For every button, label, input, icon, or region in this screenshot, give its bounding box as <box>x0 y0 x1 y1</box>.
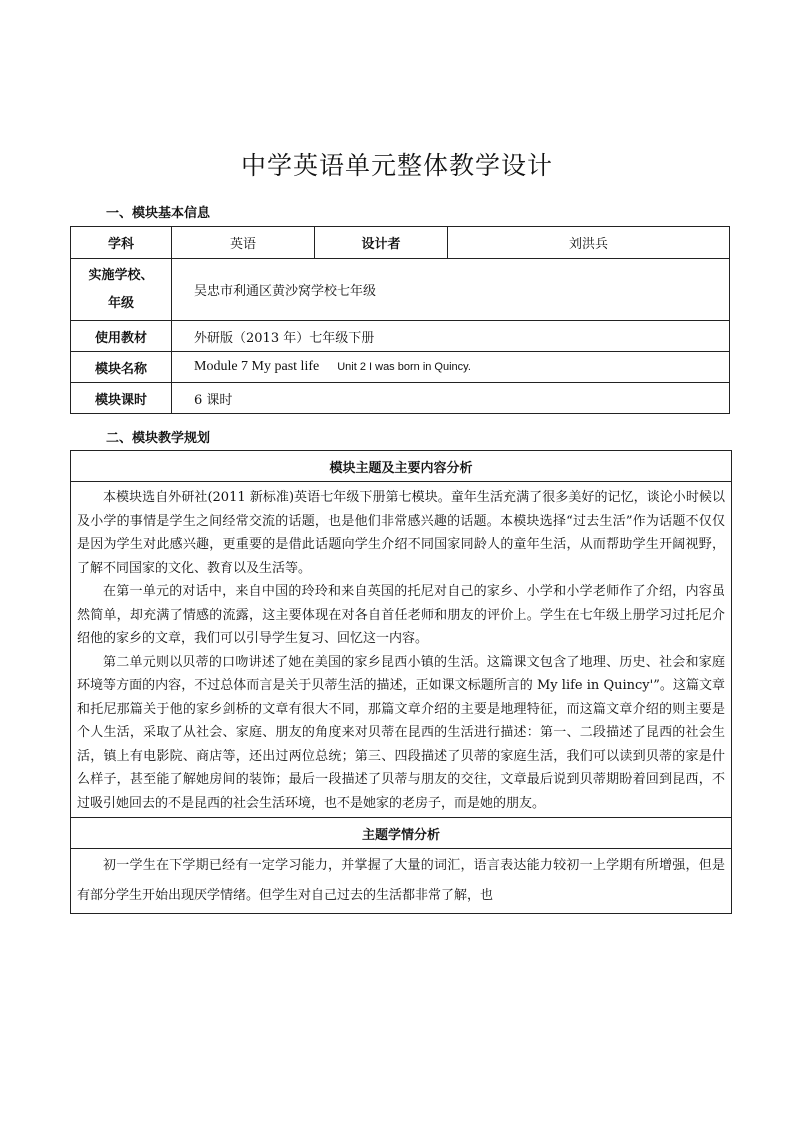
content-analysis-body <box>71 482 732 818</box>
school-label-line2: 年级 <box>107 295 134 311</box>
module-label: 模块名称 <box>71 352 172 383</box>
basic-info-table <box>70 226 730 414</box>
designer-value: 刘洪兵 <box>448 227 730 259</box>
section-heading-basic-info: 一、模块基本信息 <box>106 206 211 221</box>
subject-value: 英语 <box>172 227 315 259</box>
school-label <box>71 259 172 321</box>
designer-label: 设计者 <box>315 227 448 259</box>
school-value: 吴忠市利通区黄沙窝学校七年级 <box>172 259 730 321</box>
learner-analysis-body <box>71 849 732 914</box>
module-unit: Unit 2 I was born in Quincy. <box>337 361 471 373</box>
subject-label: 学科 <box>71 227 172 259</box>
module-name: Module 7 My past life <box>194 359 320 374</box>
teaching-plan-table <box>70 450 732 914</box>
paragraph-1: 本模块选自外研社(2011 新标准)英语七年级下册第七模块。童年生活充满了很多美好的记忆，谈论小时候以及小学的事情是学生之间经常交流的话题，也是他们非常感兴趣的话题。本模块选择“过去生活”作为话题不仅仅是因为学生对此感兴趣，更重要的是借此话题向学生介绍不同国家同龄人的童年生活，从而帮助学生开阔视野，了解不同国家的文化、教育以及生活等。 <box>77 490 725 576</box>
hours-value: 6 课时 <box>172 383 730 414</box>
module-value-cell <box>172 352 730 383</box>
document-title: 中学英语单元整体教学设计 <box>240 151 553 180</box>
school-label-line1: 实施学校、 <box>88 267 154 283</box>
learner-analysis-heading: 主题学情分析 <box>71 818 732 849</box>
textbook-label: 使用教材 <box>71 321 172 352</box>
content-analysis-heading: 模块主题及主要内容分析 <box>71 451 732 482</box>
paragraph-3: 第二单元则以贝蒂的口吻讲述了她在美国的家乡昆西小镇的生活。这篇课文包含了地理、历史、社会和家庭环境等方面的内容，不过总体而言是关于贝蒂生活的描述，正如课文标题所言的 My life in Quincy'”。这篇文章和托尼那篇关于他的家乡剑桥的文章有很大不同，那篇文章介绍的主要是地理特征，而这篇文章介绍的则主要是个人生活，采取了从社会、家庭、朋友的角度来对贝蒂在昆西的生活进行描述：第一、二段描述了昆西的社会生活，镇上有电影院、商店等，还出过两位总统；第三、四段描述了贝蒂的家庭生活，我们可以读到贝蒂的家是什么样子，甚至能了解她房间的装饰；最后一段描述了贝蒂与朋友的交往，文章最后说到贝蒂期盼着回到昆西，不过吸引她回去的不是昆西的社会生活环境，也不是她家的老房子，而是她的朋友。 <box>77 654 725 811</box>
analysis-paragraph: 初一学生在下学期已经有一定学习能力，并掌握了大量的词汇，语言表达能力较初一上学期有所增强，但是有部分学生开始出现厌学情绪。但学生对自己过去的生活都非常了解，也 <box>77 858 725 903</box>
paragraph-2: 在第一单元的对话中，来自中国的玲玲和来自英国的托尼对自己的家乡、小学和小学老师作了介绍，内容虽然简单，却充满了情感的流露，这主要体现在对各自首任老师和朋友的评价上。学生在七年级上册学习过托尼介绍他的家乡的文章，我们可以引导学生复习、回忆这一内容。 <box>77 584 725 646</box>
section-heading-teaching-plan: 二、模块教学规划 <box>106 431 211 446</box>
hours-label: 模块课时 <box>71 383 172 414</box>
textbook-value: 外研版（2013 年）七年级下册 <box>172 321 730 352</box>
